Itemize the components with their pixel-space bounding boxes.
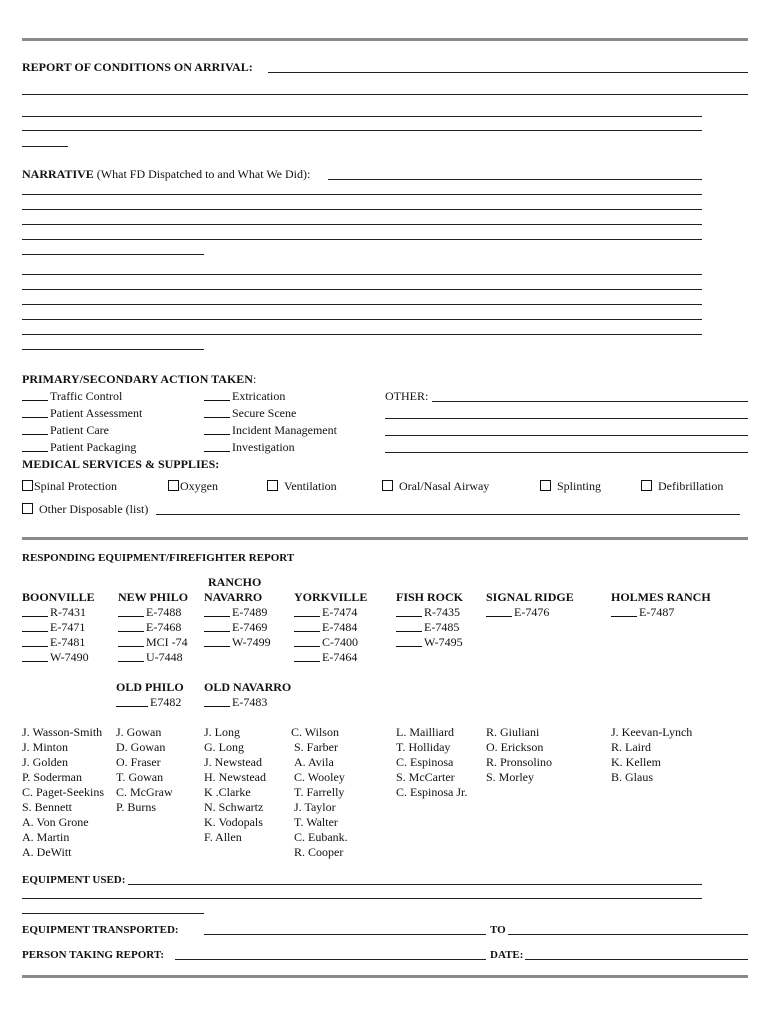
- roster-name: D. Gowan: [116, 740, 166, 754]
- station-old-navarro: [204, 680, 291, 710]
- equipment-used-line[interactable]: [22, 898, 702, 899]
- roster-name: A. Avila: [294, 755, 334, 769]
- roster-name: S. Bennett: [22, 800, 72, 814]
- narrative-heading: [22, 167, 310, 181]
- station-name: BOONVILLE: [22, 590, 95, 604]
- primary-action-heading: PRIMARY/SECONDARY ACTION TAKEN:: [22, 372, 257, 386]
- unit-item[interactable]: E-7474: [294, 605, 367, 620]
- action-item[interactable]: Extrication: [204, 389, 337, 404]
- unit-item[interactable]: E-7485: [396, 620, 463, 635]
- bottom-border: [22, 975, 748, 978]
- checkbox-icon[interactable]: [382, 480, 393, 491]
- roster-name: K. Kellem: [611, 755, 661, 769]
- report-conditions-label: REPORT OF CONDITIONS ON ARRIVAL:: [22, 60, 253, 74]
- roster-yorkville: [291, 725, 348, 860]
- station-name: SIGNAL RIDGE: [486, 590, 574, 604]
- unit-item[interactable]: W-7495: [396, 635, 463, 650]
- checkbox-icon[interactable]: [168, 480, 179, 491]
- roster-name: C. McGraw: [116, 785, 173, 799]
- roster-name: J. Taylor: [294, 800, 336, 814]
- station-name: NAVARRO: [204, 590, 263, 604]
- narrative-note: (What FD Dispatched to and What We Did):: [96, 167, 311, 181]
- roster-name: R. Laird: [611, 740, 651, 754]
- responding-label: RESPONDING EQUIPMENT/FIREFIGHTER REPORT: [22, 552, 295, 564]
- roster-name: J. Golden: [22, 755, 68, 769]
- roster-name: C. Wooley: [294, 770, 345, 784]
- station-name: YORKVILLE: [294, 590, 368, 604]
- narrative-line[interactable]: [22, 319, 702, 320]
- unit-item[interactable]: E-7483: [204, 695, 291, 710]
- other-disposable-line[interactable]: [156, 514, 740, 515]
- medical-option[interactable]: Ventilation: [267, 479, 337, 493]
- unit-item[interactable]: E-7487: [611, 605, 711, 620]
- date-label: DATE:: [490, 949, 524, 961]
- narrative-line[interactable]: [22, 224, 702, 225]
- equipment-used-line[interactable]: [22, 913, 204, 914]
- roster-name: P. Soderman: [22, 770, 82, 784]
- report-conditions-line[interactable]: [22, 94, 748, 95]
- checkbox-icon[interactable]: [22, 480, 33, 491]
- action-item[interactable]: Patient Packaging: [22, 440, 142, 455]
- medical-option[interactable]: Splinting: [540, 479, 601, 493]
- to-line[interactable]: [508, 934, 748, 935]
- roster-name: A. Martin: [22, 830, 70, 844]
- roster-rancho-navarro: [204, 725, 266, 845]
- other-line[interactable]: [432, 401, 748, 402]
- equipment-used-line[interactable]: [128, 884, 702, 885]
- roster-name: J. Long: [204, 725, 240, 739]
- unit-item[interactable]: E7482: [116, 695, 184, 710]
- action-item[interactable]: Traffic Control: [22, 389, 142, 404]
- roster-name: A. DeWitt: [22, 845, 72, 859]
- unit-item[interactable]: R-7435: [396, 605, 463, 620]
- roster-signal-ridge: [486, 725, 552, 785]
- roster-name: R. Giuliani: [486, 725, 540, 739]
- unit-item[interactable]: R-7431: [22, 605, 95, 620]
- roster-name: H. Newstead: [204, 770, 266, 784]
- station-yorkville: [294, 590, 367, 665]
- roster-holmes-ranch: [611, 725, 692, 785]
- medical-option[interactable]: Defibrillation: [641, 479, 723, 493]
- roster-name: R. Pronsolino: [486, 755, 553, 769]
- narrative-line[interactable]: [328, 179, 702, 180]
- other-label: OTHER:: [385, 389, 429, 403]
- person-label: PERSON TAKING REPORT:: [22, 949, 165, 961]
- other-line[interactable]: [385, 435, 748, 436]
- roster-name: T. Gowan: [116, 770, 164, 784]
- roster-name: K. Vodopals: [204, 815, 263, 829]
- narrative-line[interactable]: [22, 274, 702, 275]
- unit-item[interactable]: W-7499: [204, 635, 271, 650]
- equipment-transported-line[interactable]: [204, 934, 486, 935]
- unit-item[interactable]: W-7490: [22, 650, 95, 665]
- roster-name: K .Clarke: [204, 785, 251, 799]
- unit-item[interactable]: MCI -74: [118, 635, 188, 650]
- report-conditions-line[interactable]: [268, 72, 748, 73]
- station-name: HOLMES RANCH: [611, 590, 711, 604]
- station-fish-rock: [396, 590, 463, 650]
- unit-item[interactable]: C-7400: [294, 635, 367, 650]
- equipment-used-label: EQUIPMENT USED:: [22, 874, 126, 886]
- roster-fish-rock: [396, 725, 467, 800]
- roster-name: C. Eubank.: [294, 830, 348, 844]
- checkbox-icon[interactable]: [641, 480, 652, 491]
- report-conditions-line[interactable]: [22, 146, 68, 147]
- unit-item[interactable]: E-7469: [204, 620, 271, 635]
- other-disposable[interactable]: Other Disposable (list): [22, 502, 148, 516]
- primary-action-label: PRIMARY/SECONDARY ACTION TAKEN: [22, 372, 253, 386]
- roster-name: N. Schwartz: [204, 800, 264, 814]
- unit-item[interactable]: E-7481: [22, 635, 95, 650]
- top-border: [22, 38, 748, 41]
- action-item[interactable]: Investigation: [204, 440, 337, 455]
- station-boonville: [22, 590, 95, 665]
- roster-name: S. Morley: [486, 770, 534, 784]
- roster-name: O. Erickson: [486, 740, 544, 754]
- roster-new-philo: [116, 725, 173, 815]
- roster-name: L. Mailliard: [396, 725, 454, 739]
- roster-name: C. Paget-Seekins: [22, 785, 104, 799]
- roster-boonville: [22, 725, 104, 860]
- roster-name: C. Wilson: [291, 725, 339, 739]
- checkbox-icon[interactable]: [540, 480, 551, 491]
- station-new-philo: [118, 590, 188, 665]
- unit-item[interactable]: E-7489: [204, 605, 271, 620]
- unit-item[interactable]: E-7471: [22, 620, 95, 635]
- station-holmes-ranch: [611, 590, 711, 620]
- to-label: TO: [490, 924, 506, 936]
- section-divider: [22, 537, 748, 540]
- roster-name: S. Farber: [294, 740, 338, 754]
- roster-name: O. Fraser: [116, 755, 161, 769]
- unit-item[interactable]: E-7476: [486, 605, 574, 620]
- roster-name: J. Minton: [22, 740, 69, 754]
- medical-option[interactable]: Spinal Protection: [22, 479, 117, 493]
- station-rancho-navarro: [204, 575, 271, 650]
- roster-name: R. Cooper: [294, 845, 344, 859]
- unit-item[interactable]: U-7448: [118, 650, 188, 665]
- date-line[interactable]: [525, 959, 748, 960]
- roster-name: J. Wasson-Smith: [22, 725, 103, 739]
- medical-label: MEDICAL SERVICES & SUPPLIES:: [22, 457, 220, 471]
- action-item[interactable]: Patient Assessment: [22, 406, 142, 421]
- narrative-line[interactable]: [22, 304, 702, 305]
- unit-item[interactable]: E-7468: [118, 620, 188, 635]
- narrative-label: NARRATIVE: [22, 167, 94, 181]
- station-name: OLD PHILO: [116, 680, 184, 694]
- station-old-philo: [116, 680, 184, 710]
- other-line[interactable]: [385, 418, 748, 419]
- roster-name: F. Allen: [204, 830, 242, 844]
- roster-name: P. Burns: [116, 800, 157, 814]
- checkbox-icon[interactable]: [267, 480, 278, 491]
- action-item[interactable]: Secure Scene: [204, 406, 337, 421]
- roster-name: G. Long: [204, 740, 244, 754]
- person-line[interactable]: [175, 959, 486, 960]
- narrative-line[interactable]: [22, 334, 702, 335]
- equipment-transported-label: EQUIPMENT TRANSPORTED:: [22, 924, 179, 936]
- narrative-line[interactable]: [22, 349, 204, 350]
- station-signal-ridge: [486, 590, 574, 620]
- roster-name: J. Gowan: [116, 725, 162, 739]
- station-name-line1: RANCHO: [208, 575, 262, 589]
- roster-name: C. Espinosa: [396, 755, 454, 769]
- station-name: NEW PHILO: [118, 590, 189, 604]
- report-conditions-line[interactable]: [22, 116, 702, 117]
- roster-name: J. Newstead: [204, 755, 262, 769]
- roster-name: B. Glaus: [611, 770, 653, 784]
- unit-item[interactable]: E-7484: [294, 620, 367, 635]
- narrative-line[interactable]: [22, 194, 702, 195]
- narrative-line[interactable]: [22, 254, 204, 255]
- narrative-line[interactable]: [22, 239, 702, 240]
- roster-name: T. Walter: [294, 815, 338, 829]
- roster-name: T. Farrelly: [294, 785, 345, 799]
- roster-name: T. Holliday: [396, 740, 451, 754]
- roster-name: A. Von Grone: [22, 815, 89, 829]
- roster-name: C. Espinosa Jr.: [396, 785, 468, 799]
- other-line[interactable]: [385, 452, 748, 453]
- unit-item[interactable]: E-7488: [118, 605, 188, 620]
- station-name: OLD NAVARRO: [204, 680, 292, 694]
- medical-option[interactable]: Oral/Nasal Airway: [382, 479, 489, 493]
- station-name: FISH ROCK: [396, 590, 464, 604]
- roster-name: J. Keevan-Lynch: [611, 725, 693, 739]
- unit-item[interactable]: E-7464: [294, 650, 367, 665]
- action-item[interactable]: Incident Management: [204, 423, 337, 438]
- narrative-line[interactable]: [22, 209, 702, 210]
- report-conditions-line[interactable]: [22, 130, 702, 131]
- checkbox-icon[interactable]: [22, 503, 33, 514]
- narrative-line[interactable]: [22, 289, 702, 290]
- primary-action-left-list: [22, 389, 142, 455]
- action-item[interactable]: Patient Care: [22, 423, 142, 438]
- roster-name: S. McCarter: [396, 770, 455, 784]
- primary-action-right-list: [204, 389, 337, 455]
- medical-option[interactable]: Oxygen: [168, 479, 218, 493]
